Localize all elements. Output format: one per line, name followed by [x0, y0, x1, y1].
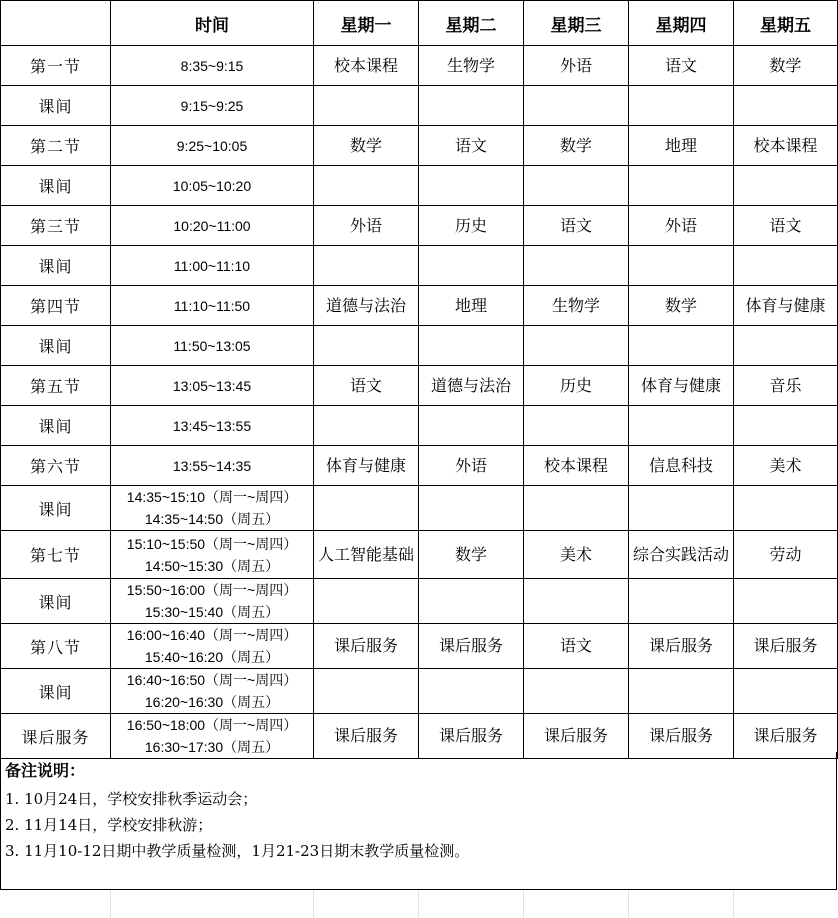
subject-cell	[734, 669, 838, 714]
subject-cell	[419, 406, 524, 446]
subject-cell	[524, 326, 629, 366]
subject-cell	[734, 579, 838, 624]
corner-cell	[1, 1, 111, 46]
time-text: 11:50~13:05	[173, 337, 251, 354]
time-cell	[111, 166, 314, 206]
row-label: 课间	[1, 406, 111, 446]
subject-cell: 课后服务	[524, 714, 629, 759]
empty-grid-row	[0, 890, 838, 918]
time-cell	[111, 286, 314, 326]
time-text: 13:45~13:55	[172, 417, 252, 434]
subject-cell: 课后服务	[629, 624, 734, 669]
time-text: 16:50~18:00（周一~周四）	[126, 717, 298, 733]
time-cell	[111, 246, 314, 286]
note-line-3: 3. 11月10-12日期中教学质量检测，1月21-23日期末教学质量检测。	[5, 842, 470, 860]
subject-cell: 生物学	[524, 286, 629, 326]
row-label: 第三节	[1, 206, 111, 246]
time-cell	[111, 624, 314, 669]
subject-cell: 课后服务	[734, 624, 838, 669]
subject-cell	[524, 86, 629, 126]
subject-cell: 数学	[629, 286, 734, 326]
row-label: 第二节	[1, 126, 111, 166]
subject-cell: 课后服务	[734, 714, 838, 759]
subject-cell: 历史	[419, 206, 524, 246]
time-cell	[111, 406, 314, 446]
notes-title: 备注说明：	[5, 761, 86, 780]
row-label: 第五节	[1, 366, 111, 406]
subject-cell: 语文	[314, 366, 419, 406]
subject-cell: 历史	[524, 366, 629, 406]
subject-cell	[629, 406, 734, 446]
period-row	[1, 286, 838, 326]
row-label: 第六节	[1, 446, 111, 486]
break-row	[1, 246, 838, 286]
subject-cell: 语文	[524, 624, 629, 669]
subject-cell: 信息科技	[629, 446, 734, 486]
period-row	[1, 46, 838, 86]
subject-cell: 语文	[629, 46, 734, 86]
time-text: 16:00~16:40（周一~周四）	[126, 627, 298, 643]
subject-cell: 道德与法治	[419, 366, 524, 406]
time-text: 11:00~11:10	[173, 257, 251, 274]
subject-cell	[629, 86, 734, 126]
subject-cell	[419, 486, 524, 531]
day-header-fri: 星期五	[734, 1, 838, 46]
subject-cell	[314, 579, 419, 624]
row-label: 课间	[1, 246, 111, 286]
subject-cell	[314, 406, 419, 446]
day-header-tue: 星期二	[419, 1, 524, 46]
notes-section	[0, 752, 837, 890]
time-cell	[111, 206, 314, 246]
subject-cell	[419, 579, 524, 624]
subject-cell	[314, 246, 419, 286]
row-label: 课后服务	[1, 714, 111, 759]
period-row	[1, 531, 838, 579]
time-text: 10:05~10:20	[172, 177, 252, 194]
subject-cell: 人工智能基础	[314, 531, 419, 579]
time-cell	[111, 446, 314, 486]
subject-cell	[629, 579, 734, 624]
time-text: 9:25~10:05	[176, 137, 248, 154]
row-label: 第七节	[1, 531, 111, 579]
subject-cell	[629, 326, 734, 366]
row-label: 第一节	[1, 46, 111, 86]
time-cell	[111, 46, 314, 86]
subject-cell: 体育与健康	[629, 366, 734, 406]
subject-cell: 外语	[419, 446, 524, 486]
time-text: 10:20~11:00	[173, 217, 251, 234]
break-row	[1, 486, 838, 531]
subject-cell	[629, 246, 734, 286]
row-label: 第八节	[1, 624, 111, 669]
time-cell	[111, 126, 314, 166]
time-text-friday: 15:40~16:20（周五）	[144, 649, 280, 665]
break-row	[1, 669, 838, 714]
header-row	[1, 1, 838, 46]
row-label: 课间	[1, 669, 111, 714]
time-text: 15:50~16:00（周一~周四）	[126, 582, 298, 598]
subject-cell	[629, 669, 734, 714]
note-line-1: 1. 10月24日，学校安排秋季运动会；	[5, 790, 258, 808]
break-row	[1, 86, 838, 126]
subject-cell: 语文	[524, 206, 629, 246]
time-cell	[111, 86, 314, 126]
subject-cell: 美术	[734, 446, 838, 486]
subject-cell	[629, 166, 734, 206]
period-row	[1, 446, 838, 486]
subject-cell	[629, 486, 734, 531]
subject-cell: 数学	[524, 126, 629, 166]
day-header-thu: 星期四	[629, 1, 734, 46]
subject-cell	[524, 669, 629, 714]
subject-cell: 数学	[419, 531, 524, 579]
period-row	[1, 624, 838, 669]
break-row	[1, 406, 838, 446]
time-cell	[111, 326, 314, 366]
time-text-friday: 14:35~14:50（周五）	[144, 511, 280, 527]
subject-cell: 美术	[524, 531, 629, 579]
time-text: 8:35~9:15	[180, 57, 244, 74]
time-cell	[111, 486, 314, 531]
row-label: 课间	[1, 486, 111, 531]
row-label: 课间	[1, 166, 111, 206]
time-text-friday: 14:50~15:30（周五）	[144, 557, 280, 574]
time-text: 9:15~9:25	[180, 97, 244, 114]
subject-cell: 综合实践活动	[629, 531, 734, 579]
subject-cell	[734, 166, 838, 206]
day-header-mon: 星期一	[314, 1, 419, 46]
subject-cell: 数学	[314, 126, 419, 166]
subject-cell	[524, 406, 629, 446]
subject-cell: 外语	[524, 46, 629, 86]
time-text-friday: 16:30~17:30（周五）	[144, 739, 280, 755]
subject-cell: 体育与健康	[314, 446, 419, 486]
subject-cell: 校本课程	[314, 46, 419, 86]
subject-cell	[314, 486, 419, 531]
subject-cell	[524, 166, 629, 206]
subject-cell	[524, 579, 629, 624]
time-text: 11:10~11:50	[173, 297, 251, 314]
period-row	[1, 366, 838, 406]
subject-cell	[419, 326, 524, 366]
period-row	[1, 126, 838, 166]
break-row	[1, 166, 838, 206]
subject-cell: 课后服务	[314, 714, 419, 759]
subject-cell: 课后服务	[419, 624, 524, 669]
subject-cell: 校本课程	[734, 126, 838, 166]
subject-cell: 地理	[419, 286, 524, 326]
subject-cell	[419, 669, 524, 714]
subject-cell: 地理	[629, 126, 734, 166]
subject-cell	[734, 406, 838, 446]
time-text: 16:40~16:50（周一~周四）	[126, 672, 298, 688]
time-text: 14:35~15:10（周一~周四）	[126, 489, 298, 505]
subject-cell	[314, 669, 419, 714]
subject-cell	[419, 86, 524, 126]
day-header-wed: 星期三	[524, 1, 629, 46]
subject-cell: 语文	[419, 126, 524, 166]
time-cell	[111, 366, 314, 406]
row-label: 课间	[1, 579, 111, 624]
subject-cell	[524, 246, 629, 286]
subject-cell	[734, 486, 838, 531]
subject-cell	[734, 86, 838, 126]
subject-cell: 外语	[629, 206, 734, 246]
break-row	[1, 326, 838, 366]
subject-cell: 课后服务	[314, 624, 419, 669]
row-label: 课间	[1, 326, 111, 366]
subject-cell: 语文	[734, 206, 838, 246]
time-text: 15:10~15:50（周一~周四）	[126, 535, 298, 552]
period-row	[1, 206, 838, 246]
note-line-2: 2. 11月14日，学校安排秋游；	[5, 816, 213, 834]
subject-cell	[314, 86, 419, 126]
subject-cell	[314, 166, 419, 206]
subject-cell	[734, 246, 838, 286]
time-text-friday: 15:30~15:40（周五）	[144, 604, 280, 620]
subject-cell: 劳动	[734, 531, 838, 579]
subject-cell: 体育与健康	[734, 286, 838, 326]
time-header: 时间	[111, 1, 314, 46]
time-cell	[111, 531, 314, 579]
time-cell	[111, 669, 314, 714]
subject-cell	[419, 246, 524, 286]
time-text-friday: 16:20~16:30（周五）	[144, 694, 280, 710]
subject-cell: 课后服务	[419, 714, 524, 759]
break-row	[1, 579, 838, 624]
time-text: 13:55~14:35	[172, 457, 252, 474]
row-label: 第四节	[1, 286, 111, 326]
subject-cell: 生物学	[419, 46, 524, 86]
subject-cell	[314, 326, 419, 366]
subject-cell	[419, 166, 524, 206]
subject-cell: 道德与法治	[314, 286, 419, 326]
subject-cell: 外语	[314, 206, 419, 246]
subject-cell	[524, 486, 629, 531]
subject-cell: 课后服务	[629, 714, 734, 759]
subject-cell	[734, 326, 838, 366]
subject-cell: 校本课程	[524, 446, 629, 486]
subject-cell: 音乐	[734, 366, 838, 406]
time-cell	[111, 579, 314, 624]
row-label: 课间	[1, 86, 111, 126]
time-text: 13:05~13:45	[172, 377, 252, 394]
subject-cell: 数学	[734, 46, 838, 86]
